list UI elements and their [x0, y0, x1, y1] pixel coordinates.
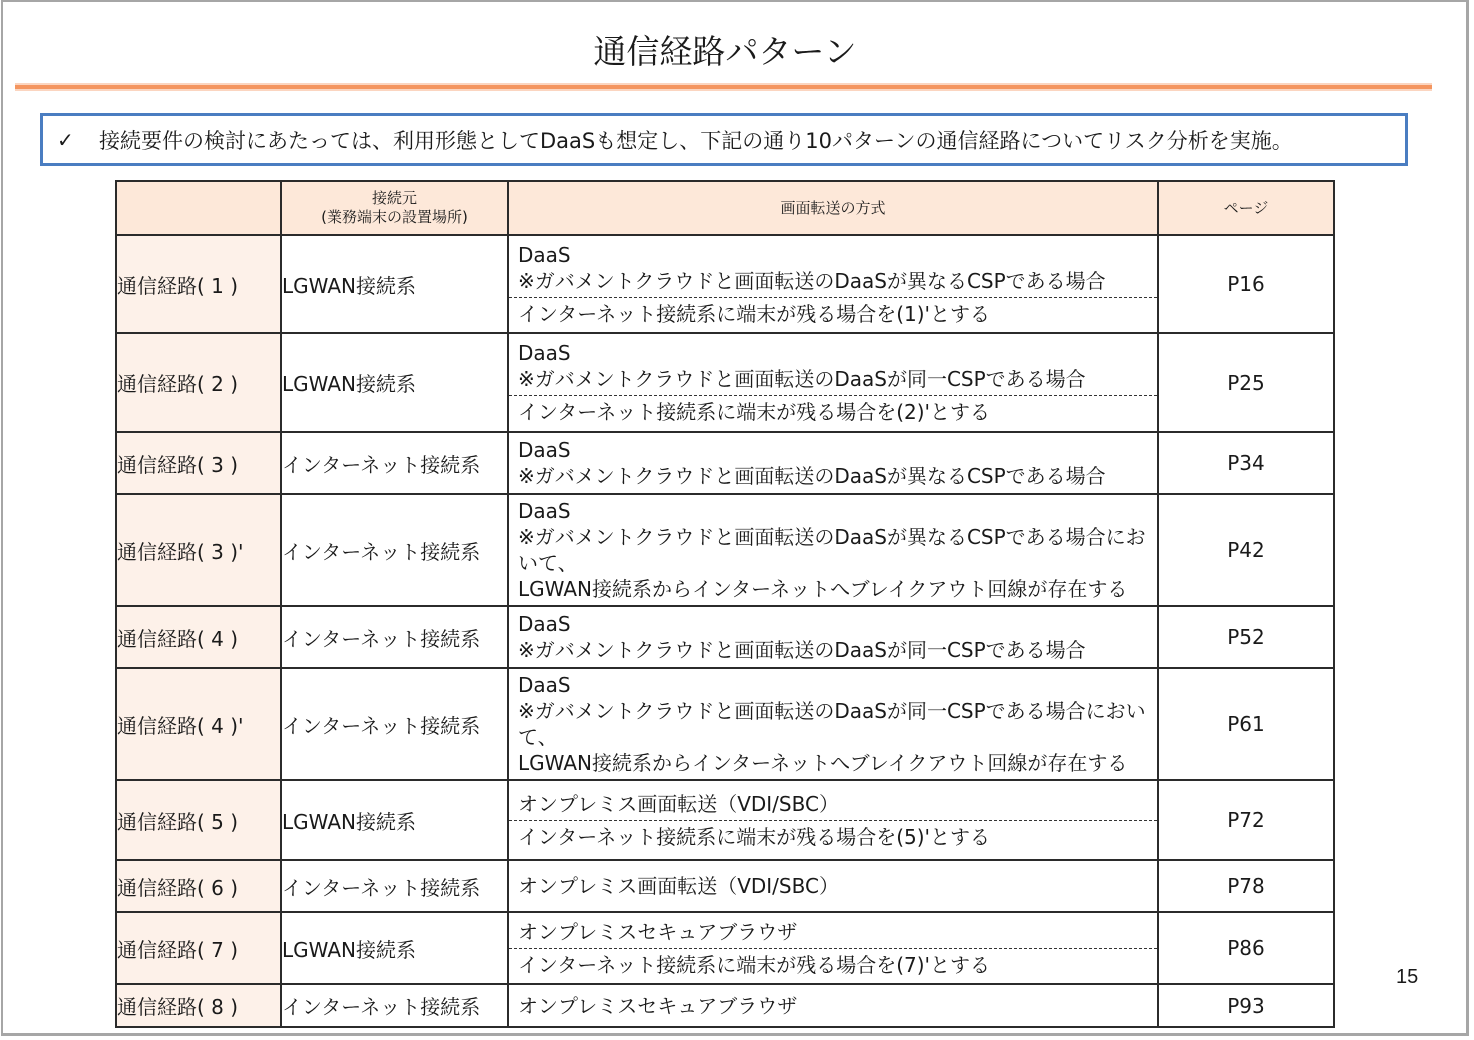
table-row: [116, 860, 1334, 912]
route-name-cell: 通信経路( 1 ): [116, 235, 281, 333]
slide-title: 通信経路パターン: [593, 32, 857, 71]
route-pattern-table: [115, 180, 1335, 1028]
page-reference-cell: P93: [1158, 984, 1334, 1027]
connection-source-cell: インターネット接続系: [281, 860, 508, 912]
header-route: [116, 181, 281, 235]
connection-source-cell: LGWAN接続系: [281, 912, 508, 984]
connection-source-cell: LGWAN接続系: [281, 780, 508, 860]
transfer-method-cell: [508, 235, 1158, 333]
page-reference-cell: P42: [1158, 494, 1334, 606]
method-line: LGWAN接続系からインターネットへブレイクアウト回線が存在する: [518, 577, 1128, 601]
slide-page-number: 15: [1396, 966, 1419, 988]
transfer-method-cell: [508, 860, 1158, 912]
method-line: ※ガバメントクラウドと画面転送のDaaSが同一CSPである場合: [518, 638, 1086, 662]
page-reference-cell: P72: [1158, 780, 1334, 860]
page-reference-cell: P16: [1158, 235, 1334, 333]
transfer-method-cell: [508, 668, 1158, 780]
method-description: [509, 608, 1157, 666]
header-source-line1: 接続元: [371, 189, 417, 207]
method-description: [509, 788, 1157, 820]
route-name-cell: 通信経路( 8 ): [116, 984, 281, 1027]
method-variant-note: インターネット接続系に端末が残る場合を(7)'とする: [509, 948, 1157, 981]
title-underline-rule: [15, 83, 1432, 91]
method-line: DaaS: [518, 612, 571, 636]
table-row: [116, 494, 1334, 606]
method-line: DaaS: [518, 242, 571, 267]
method-line: オンプレミスセキュアブラウザ: [518, 919, 798, 944]
table-row: [116, 780, 1334, 860]
transfer-method-cell: [508, 494, 1158, 606]
connection-source-cell: インターネット接続系: [281, 984, 508, 1027]
page-reference-cell: P61: [1158, 668, 1334, 780]
table-row: [116, 333, 1334, 432]
connection-source-cell: インターネット接続系: [281, 432, 508, 494]
method-line: LGWAN接続系からインターネットへブレイクアウト回線が存在する: [518, 751, 1128, 775]
method-line: DaaS: [518, 438, 571, 462]
route-name-cell: 通信経路( 2 ): [116, 333, 281, 432]
method-line: DaaS: [518, 499, 571, 523]
method-description: [509, 990, 1157, 1022]
transfer-method-cell: [508, 984, 1158, 1027]
table-row: [116, 912, 1334, 984]
page-reference-cell: P25: [1158, 333, 1334, 432]
method-line: DaaS: [518, 341, 571, 365]
page-reference-cell: P86: [1158, 912, 1334, 984]
header-method: 画面転送の方式: [508, 181, 1158, 235]
connection-source-cell: LGWAN接続系: [281, 235, 508, 333]
method-line: ※ガバメントクラウドと画面転送のDaaSが異なるCSPである場合: [518, 268, 1106, 293]
route-name-cell: 通信経路( 6 ): [116, 860, 281, 912]
method-description: [509, 337, 1157, 395]
transfer-method-cell: [508, 606, 1158, 668]
connection-source-cell: インターネット接続系: [281, 668, 508, 780]
method-line: オンプレミスセキュアブラウザ: [518, 993, 798, 1018]
method-variant-note: インターネット接続系に端末が残る場合を(5)'とする: [509, 820, 1157, 853]
page-reference-cell: P78: [1158, 860, 1334, 912]
route-name-cell: 通信経路( 4 )': [116, 668, 281, 780]
route-name-cell: 通信経路( 3 ): [116, 432, 281, 494]
method-description: [509, 495, 1157, 605]
page-reference-cell: P34: [1158, 432, 1334, 494]
table-row: [116, 668, 1334, 780]
connection-source-cell: インターネット接続系: [281, 606, 508, 668]
header-page: ページ: [1158, 181, 1334, 235]
method-line: ※ガバメントクラウドと画面転送のDaaSが異なるCSPである場合において、: [518, 525, 1146, 575]
method-line: ※ガバメントクラウドと画面転送のDaaSが同一CSPである場合: [518, 367, 1086, 391]
route-name-cell: 通信経路( 3 )': [116, 494, 281, 606]
route-name-cell: 通信経路( 4 ): [116, 606, 281, 668]
method-line: オンプレミス画面転送（VDI/SBC）: [518, 874, 839, 898]
method-description: [509, 870, 1157, 902]
method-description: [509, 916, 1157, 948]
table-row: [116, 235, 1334, 333]
header-source: [281, 181, 508, 235]
method-description: [509, 434, 1157, 492]
method-variant-note: インターネット接続系に端末が残る場合を(1)'とする: [509, 297, 1157, 330]
summary-callout: [40, 113, 1408, 166]
table-row: [116, 432, 1334, 494]
method-line: ※ガバメントクラウドと画面転送のDaaSが同一CSPである場合において、: [518, 699, 1146, 749]
transfer-method-cell: [508, 780, 1158, 860]
transfer-method-cell: [508, 912, 1158, 984]
route-name-cell: 通信経路( 7 ): [116, 912, 281, 984]
method-line: ※ガバメントクラウドと画面転送のDaaSが異なるCSPである場合: [518, 464, 1106, 488]
method-description: [509, 669, 1157, 779]
transfer-method-cell: [508, 432, 1158, 494]
checkmark-icon: ✓: [57, 127, 74, 152]
table-row: [116, 984, 1334, 1027]
header-source-line2: (業務端末の設置場所): [321, 208, 468, 226]
connection-source-cell: LGWAN接続系: [281, 333, 508, 432]
method-line: オンプレミス画面転送（VDI/SBC）: [518, 791, 839, 816]
connection-source-cell: インターネット接続系: [281, 494, 508, 606]
table-header-row: [116, 181, 1334, 235]
method-description: [509, 239, 1157, 297]
callout-text: 接続要件の検討にあたっては、利用形態としてDaaSも想定し、下記の通り10パターンの通信経路についてリスク分析を実施。: [99, 128, 1293, 153]
method-line: DaaS: [518, 673, 571, 697]
method-variant-note: インターネット接続系に端末が残る場合を(2)'とする: [509, 395, 1157, 428]
route-name-cell: 通信経路( 5 ): [116, 780, 281, 860]
page-reference-cell: P52: [1158, 606, 1334, 668]
table-row: [116, 606, 1334, 668]
transfer-method-cell: [508, 333, 1158, 432]
